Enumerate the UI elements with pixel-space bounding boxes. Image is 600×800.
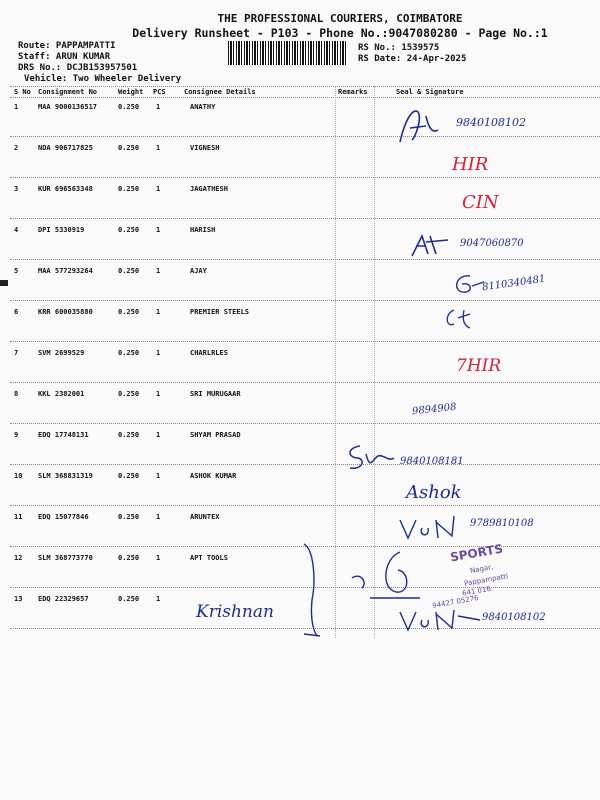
stamp-line1: Nagar, [469,563,494,575]
row-divider [10,177,600,178]
rs-number: RS No.: 1539575 [358,43,440,53]
cell-weight: 0.250 [118,226,140,234]
hw-row10: Ashok [406,482,462,503]
cell-sno: 7 [14,349,19,357]
stamp-phone: 94427 05276 [431,594,480,610]
staff: Staff: ARUN KUMAR [18,52,111,62]
hw-row4-phone: 9047060870 [460,238,524,249]
cell-weight: 0.250 [118,390,140,398]
col-pcs: PCS [153,88,166,96]
cell-consignee: APT TOOLS [190,554,228,562]
row-divider [10,382,600,383]
hw-row13-name: Krishnan [196,602,274,622]
scan-mark [0,280,8,286]
hw-row7: 7HIR [456,356,502,376]
row-divider [10,259,600,260]
cell-consignment: EDQ 22329657 [38,595,89,603]
cell-weight: 0.250 [118,267,140,275]
drs-number: DRS No.: DCJB153957501 [18,63,138,73]
signature-row1 [396,106,456,146]
col-consignee: Consignee Details [184,88,256,96]
cell-consignment: MAA 577293264 [38,267,93,275]
row-divider [10,300,600,301]
cell-pcs: 1 [156,267,161,275]
cell-sno: 13 [14,595,23,603]
cell-sno: 10 [14,472,23,480]
stamp-line2: Pappampatti [463,572,509,588]
cell-pcs: 1 [156,144,161,152]
hw-row11-phone: 9789810108 [470,518,534,529]
header-top-line [10,86,600,87]
cell-consignment: EDQ 17748131 [38,431,89,439]
stamp-line3: 641 016. [461,584,494,598]
col-sno: S No [14,88,31,96]
cell-weight: 0.250 [118,349,140,357]
barcode [228,41,348,65]
col-remarks: Remarks [338,88,368,96]
cell-consignee: HARISH [190,226,216,234]
cell-sno: 5 [14,267,19,275]
cell-consignment: KKL 2382001 [38,390,85,398]
hw-row5-phone: 8110340481 [481,273,547,294]
remarks-divider [335,86,336,638]
cell-weight: 0.250 [118,595,140,603]
cell-pcs: 1 [156,472,161,480]
cell-weight: 0.250 [118,513,140,521]
hw-row8: 9894908 [411,401,457,418]
row-divider [10,136,600,137]
cell-consignee: VIGNESH [190,144,220,152]
cell-weight: 0.250 [118,472,140,480]
cell-consignment: KUR 696563348 [38,185,93,193]
cell-consignment: MAA 9000136517 [38,103,98,111]
stamp-name: SPORTS [449,541,504,565]
cell-weight: 0.250 [118,308,140,316]
cell-consignee: ASHOK KUMAR [190,472,237,480]
cell-weight: 0.250 [118,144,140,152]
cell-weight: 0.250 [118,554,140,562]
cell-consignee: AJAY [190,267,207,275]
cell-sno: 9 [14,431,19,439]
signature-row4 [408,232,458,260]
cell-consignment: KRR 600035880 [38,308,93,316]
hw-row1-phone: 9840108102 [456,116,526,129]
row-divider [10,464,600,465]
cell-weight: 0.250 [118,431,140,439]
hw-row2: HIR [452,154,489,175]
hw-row9-phone: 9840108181 [400,456,464,467]
row-divider [10,423,600,424]
cell-consignee: PREMIER STEELS [190,308,250,316]
vehicle: Vehicle: Two Wheeler Delivery [24,74,182,84]
cell-pcs: 1 [156,554,161,562]
bracket-line [300,540,330,640]
col-seal-signature: Seal & Signature [396,88,464,96]
cell-consignee: SHYAM PRASAD [190,431,241,439]
cell-consignee: CHARLRLES [190,349,228,357]
hw-row3: CIN [462,192,499,213]
cell-pcs: 1 [156,431,161,439]
cell-pcs: 1 [156,103,161,111]
cell-pcs: 1 [156,390,161,398]
cell-pcs: 1 [156,226,161,234]
row-divider [10,218,600,219]
rs-date: RS Date: 24-Apr-2025 [358,54,467,64]
cell-consignment: NDA 906717825 [38,144,93,152]
cell-sno: 4 [14,226,19,234]
runsheet-title: Delivery Runsheet - P103 - Phone No.:9047080280 - Page No.:1 [132,26,548,40]
header-bottom-line [10,97,600,98]
cell-sno: 12 [14,554,23,562]
cell-consignment: EDQ 15077846 [38,513,89,521]
cell-consignee: SRI MURUGAAR [190,390,241,398]
col-weight: Weight [118,88,144,96]
signature-row11 [396,512,466,542]
cell-consignment: SLM 368773770 [38,554,93,562]
cell-pcs: 1 [156,185,161,193]
cell-consignment: DPI 5330919 [38,226,85,234]
signature-row13 [396,606,486,634]
signature-row6 [440,306,480,332]
cell-sno: 3 [14,185,19,193]
cell-weight: 0.250 [118,103,140,111]
cell-consignment: SVM 2699529 [38,349,85,357]
cell-sno: 8 [14,390,19,398]
cell-sno: 11 [14,513,23,521]
cell-consignee: ARUNTEX [190,513,220,521]
row-divider [10,505,600,506]
cell-sno: 1 [14,103,19,111]
company-title: THE PROFESSIONAL COURIERS, COIMBATORE [217,12,463,25]
cell-pcs: 1 [156,349,161,357]
cell-weight: 0.250 [118,185,140,193]
cell-consignment: SLM 368831319 [38,472,93,480]
cell-sno: 6 [14,308,19,316]
cell-sno: 2 [14,144,19,152]
route: Route: PAPPAMPATTI [18,41,116,51]
hw-row13-phone: 9840108102 [482,612,546,623]
cell-pcs: 1 [156,595,161,603]
col-consignment: Consignment No [38,88,98,96]
signature-row12 [340,548,430,608]
row-divider [10,341,600,342]
cell-consignee: JAGATHESH [190,185,228,193]
cell-pcs: 1 [156,513,161,521]
cell-consignee: ANATHY [190,103,216,111]
cell-pcs: 1 [156,308,161,316]
